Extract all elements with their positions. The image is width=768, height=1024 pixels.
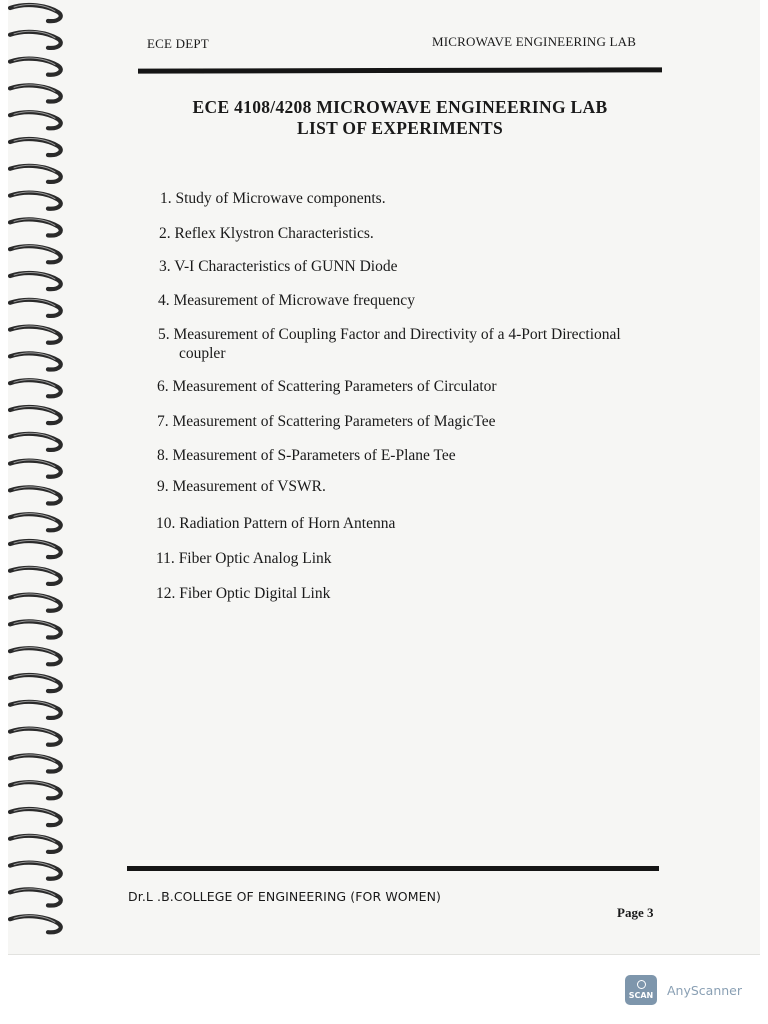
list-item: 7. Measurement of Scattering Parameters of MagicTee [157, 413, 496, 430]
header-lab-name: MICROWAVE ENGINEERING LAB [432, 34, 637, 49]
spiral-coil [10, 702, 61, 718]
scanner-watermark [625, 975, 742, 1005]
scanner-app-name: AnyScanner [667, 982, 743, 998]
page-title: ECE 4108/4208 MICROWAVE ENGINEERING LAB [192, 97, 608, 117]
spiral-coil [10, 541, 61, 557]
spiral-coil [10, 595, 61, 611]
spiral-coil [10, 809, 61, 825]
spiral-coil [10, 407, 61, 423]
spiral-coil [10, 916, 61, 932]
list-item: 5. Measurement of Coupling Factor and Directivity of a 4-Port Directional coupler [158, 326, 621, 362]
camera-shutter-icon [625, 975, 657, 1005]
list-item: 1. Study of Microwave components. [160, 190, 386, 207]
shutter-ring [637, 980, 646, 989]
list-item: 6. Measurement of Scattering Parameters of Circulator [157, 378, 497, 395]
header-department: ECE DEPT [147, 36, 209, 51]
spiral-coil [10, 32, 61, 48]
spiral-coil [10, 193, 61, 209]
spiral-coil [10, 85, 61, 101]
page-subtitle: LIST OF EXPERIMENTS [296, 118, 504, 138]
spiral-coil [10, 889, 61, 905]
spiral-coil [10, 380, 61, 396]
spiral-coil [10, 487, 61, 503]
spiral-coil [10, 755, 61, 771]
list-item: 11. Fiber Optic Analog Link [156, 550, 332, 567]
list-item: 8. Measurement of S-Parameters of E-Plane Tee [157, 447, 456, 464]
list-item: 9. Measurement of VSWR. [157, 478, 326, 495]
spiral-coil [10, 782, 61, 798]
spiral-coil [10, 568, 61, 584]
list-item: 12. Fiber Optic Digital Link [156, 585, 331, 602]
scanned-page [8, 0, 760, 955]
spiral-coil [10, 139, 61, 155]
footer-rule [127, 866, 659, 871]
spiral-coil [10, 863, 61, 879]
spiral-coil [10, 461, 61, 477]
list-item: 4. Measurement of Microwave frequency [158, 292, 415, 309]
list-item: 2. Reflex Klystron Characteristics. [159, 225, 374, 242]
spiral-coil [10, 166, 61, 182]
spiral-coil [10, 729, 61, 745]
list-item: 3. V-I Characteristics of GUNN Diode [159, 258, 398, 275]
spiral-coil [10, 836, 61, 852]
spiral-binding [8, 0, 80, 954]
spiral-coil [10, 219, 61, 235]
spiral-coil [10, 675, 61, 691]
scan-logo-text: SCAN [628, 991, 654, 1000]
spiral-coil [10, 273, 61, 289]
spiral-coil [10, 5, 61, 21]
list-item: 10. Radiation Pattern of Horn Antenna [156, 515, 396, 532]
spiral-coil [10, 327, 61, 343]
spiral-coil [10, 246, 61, 262]
spiral-coil [10, 514, 61, 530]
spiral-coil [10, 434, 61, 450]
page-number: Page 3 [617, 905, 654, 920]
spiral-coil [10, 621, 61, 637]
spiral-coil [10, 353, 61, 369]
footer-college-name: Dr.L .B.COLLEGE OF ENGINEERING (FOR WOMEN) [128, 889, 442, 904]
spiral-coil [10, 112, 61, 128]
spiral-coil [10, 300, 61, 316]
spiral-coil [10, 648, 61, 664]
spiral-coil [10, 59, 61, 75]
